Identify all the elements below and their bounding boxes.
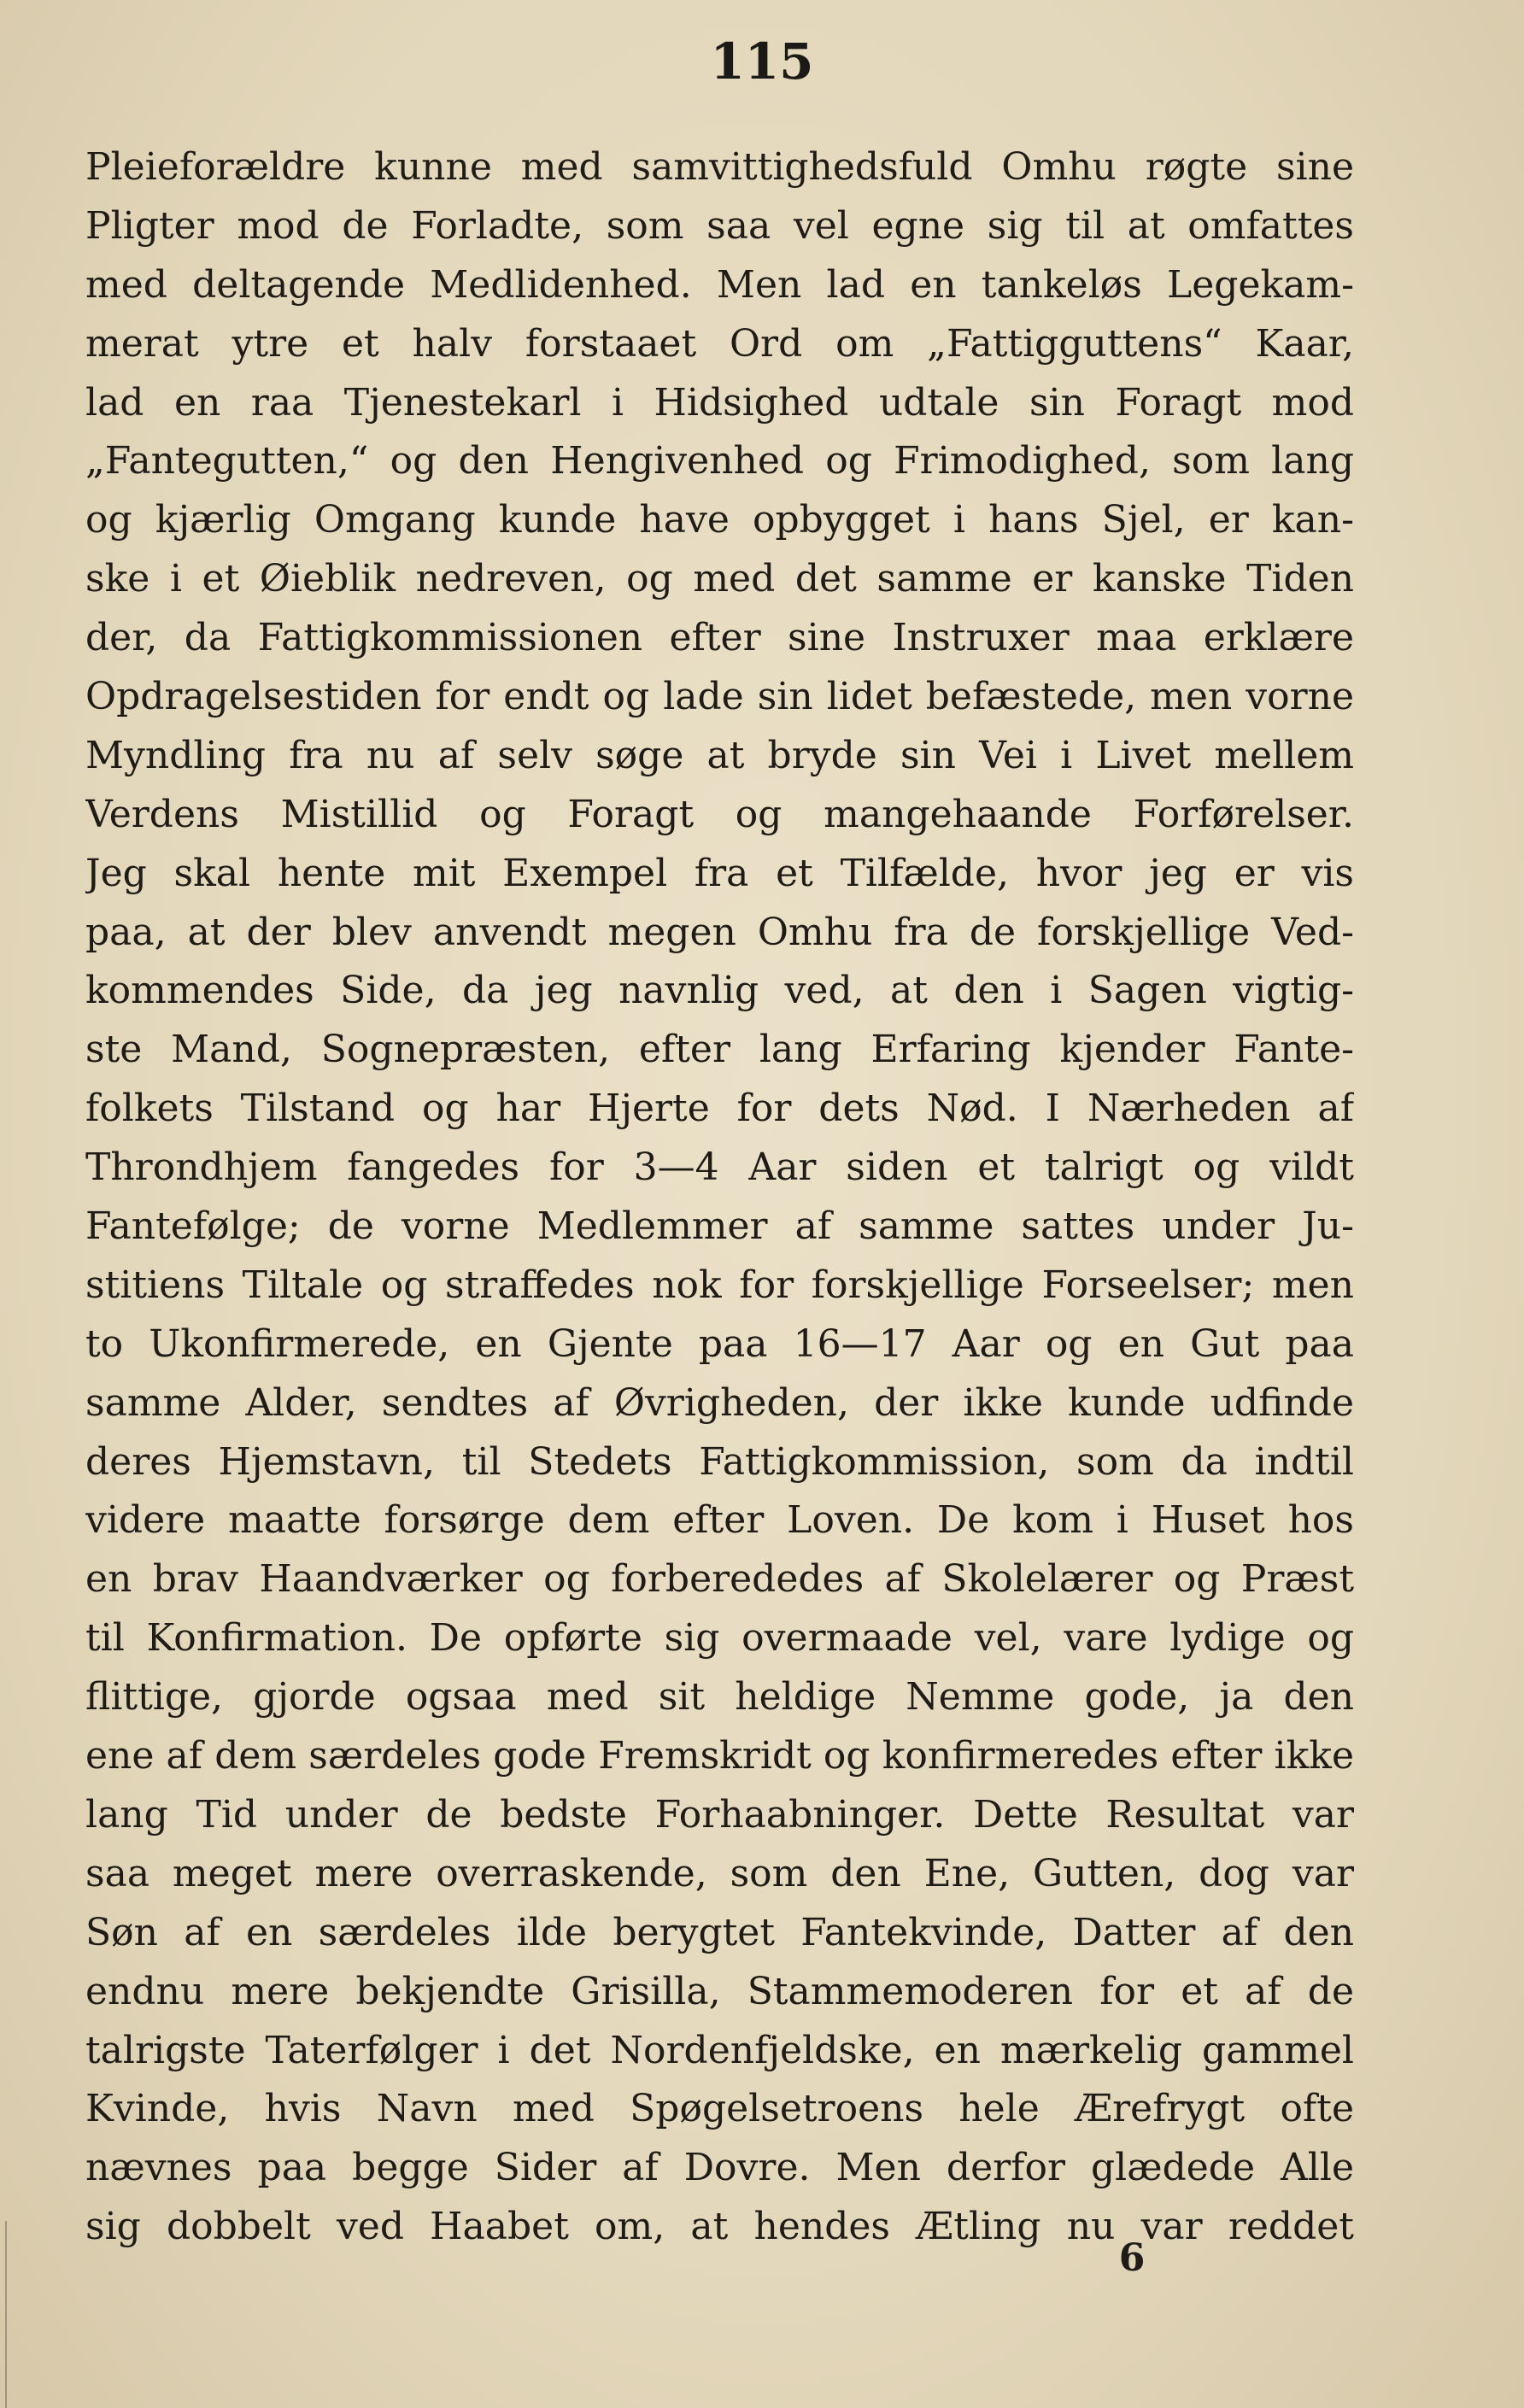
text-line: Opdragelsestiden for endt og lade sin lidet befæstede, men vorne (85, 675, 1354, 719)
text-line: kommendes Side, da jeg navnlig ved, at den i Sagen vigtig- (85, 969, 1354, 1013)
text-line: ste Mand, Sognepræsten, efter lang Erfaring kjender Fante- (85, 1028, 1354, 1072)
text-line: deres Hjemstavn, til Stedets Fattigkommission, som da indtil (85, 1439, 1354, 1484)
page-number: 115 (710, 32, 814, 91)
text-line: til Konfirmation. De opførte sig overmaade vel, vare lydige og (85, 1616, 1354, 1661)
text-line: Throndhjem fangedes for 3—4 Aar siden et talrigt og vildt (85, 1145, 1354, 1190)
text-line: flittige, gjorde ogsaa med sit heldige Nemme gode, ja den (85, 1675, 1354, 1720)
text-line: Myndling fra nu af selv søge at bryde sin Vei i Livet mellem (85, 733, 1354, 777)
text-line: med deltagende Medlidenhed. Men lad en tankeløs Legekam- (85, 262, 1354, 307)
text-line: „Fantegutten,“ og den Hengivenhed og Frimodighed, som lang (85, 439, 1354, 483)
text-line: en brav Haandværker og forberededes af Skolelærer og Præst (85, 1557, 1354, 1602)
text-line: videre maatte forsørge dem efter Loven. De kom i Huset hos (85, 1498, 1354, 1543)
text-line: endnu mere bekjendte Grisilla, Stammemoderen for et af de (85, 1969, 1354, 2013)
text-line: stitiens Tiltale og straffedes nok for forskjellige Forseelser; men (85, 1263, 1354, 1307)
text-line: ene af dem særdeles gode Fremskridt og konfirmeredes efter ikke (85, 1734, 1354, 1778)
text-line: samme Alder, sendtes af Øvrigheden, der ikke kunde udfinde (85, 1380, 1354, 1425)
text-line: saa meget mere overraskende, som den Ene, Gutten, dog var (85, 1851, 1354, 1895)
text-line: og kjærlig Omgang kunde have opbygget i hans Sjel, er kan- (85, 498, 1354, 542)
text-line: talrigste Taterfølger i det Nordenfjeldske, en mærkelig gammel (85, 2028, 1354, 2072)
text-line: lang Tid under de bedste Forhaabninger. Dette Resultat var (85, 1792, 1354, 1837)
text-line: Jeg skal hente mit Exempel fra et Tilfælde, hvor jeg er vis (85, 851, 1354, 895)
text-line: folkets Tilstand og har Hjerte for dets Nød. I Nærheden af (85, 1087, 1354, 1131)
text-line: to Ukonfirmerede, en Gjente paa 16—17 Aar og en Gut paa (85, 1321, 1354, 1366)
text-line: paa, at der blev anvendt megen Omhu fra de forskjellige Ved- (85, 910, 1354, 954)
text-line: Søn af en særdeles ilde berygtet Fantekvinde, Datter af den (85, 1910, 1354, 1954)
text-line: Pligter mod de Forladte, som saa vel egne sig til at omfattes (85, 203, 1354, 248)
text-line: Kvinde, hvis Navn med Spøgelsetroens hele Ærefrygt ofte (85, 2087, 1354, 2131)
text-line: Pleieforældre kunne med samvittighedsfuld Omhu røgte sine (85, 145, 1354, 189)
text-line: ske i et Øieblik nedreven, og med det samme er kanske Tiden (85, 557, 1354, 601)
signature-mark: 6 (1118, 2236, 1146, 2280)
text-line: lad en raa Tjenestekarl i Hidsighed udtale sin Foragt mod (85, 380, 1354, 425)
body-text (85, 138, 1354, 2257)
text-line: Fantefølge; de vorne Medlemmer af samme sattes under Ju- (85, 1204, 1354, 1249)
text-line: der, da Fattigkommissionen efter sine Instruxer maa erklære (85, 616, 1354, 660)
text-line: merat ytre et halv forstaaet Ord om „Fattigguttens“ Kaar, (85, 321, 1354, 366)
text-line: Verdens Mistillid og Foragt og mangehaande Forførelser. (85, 792, 1354, 836)
page-edge-line (5, 2221, 7, 2408)
text-line: sig dobbelt ved Haabet om, at hendes Ætling nu var reddet (85, 2205, 1354, 2249)
text-line: nævnes paa begge Sider af Dovre. Men derfor glædede Alle (85, 2146, 1354, 2190)
